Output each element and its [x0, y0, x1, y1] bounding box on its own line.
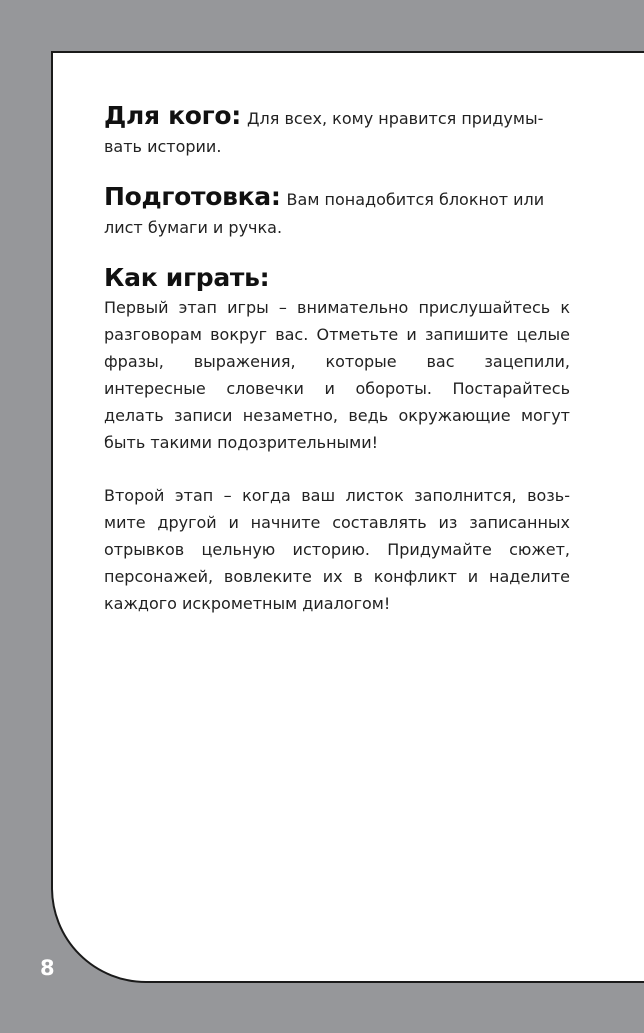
- section-howto-heading: Как играть:: [104, 263, 270, 292]
- page-content: [104, 102, 570, 617]
- page-number: 8: [40, 956, 55, 980]
- section-prep-heading: Подготовка:: [104, 182, 281, 211]
- howto-paragraph-1: Первый этап игры – внимательно прислушайтесь к разговорам вокруг вас. Отметьте и запишите целые фразы, выражения, которые вас зацепили, интересные словечки и обороты. Постарайтесь делать записи незаметно, ведь окружающие могут быть такими подозрительными!: [104, 298, 570, 452]
- section-prep: [104, 183, 570, 242]
- howto-paragraph-2: Второй этап – когда ваш листок заполнится, возь- мите другой и начните составлять из записанных отрывков цельную историю. Придумайте сюжет, персонажей, вовлеките их в конфликт и наделите каждого искрометным диалогом!: [104, 486, 570, 613]
- section-who: [104, 102, 570, 161]
- section-prep-text: Вам понадобится блокнот или лист бумаги и ручка.: [104, 190, 545, 237]
- section-who-text: Для всех, кому нравится придумы- вать истории.: [104, 109, 544, 156]
- section-who-heading: Для кого:: [104, 101, 242, 130]
